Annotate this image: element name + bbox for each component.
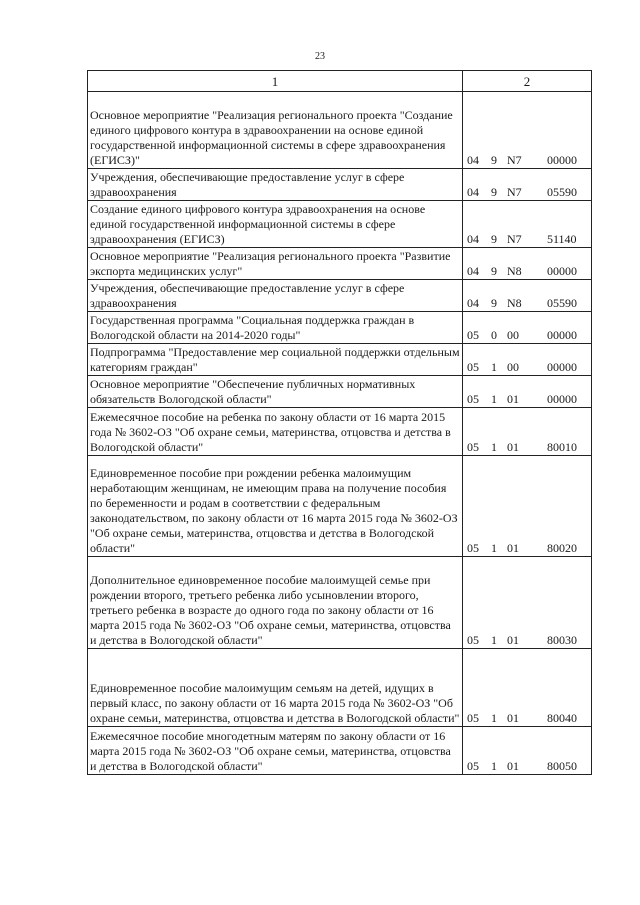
code-subprogram: 1 [491, 759, 497, 773]
code-event: N8 [507, 264, 522, 278]
code-event: 01 [507, 759, 519, 773]
row-code-cell [463, 344, 592, 376]
table-row [88, 376, 592, 408]
code-section: 05 [467, 328, 479, 342]
table-row [88, 408, 592, 456]
row-name-cell: Основное мероприятие "Реализация регионального проекта "Развитие экспорта медицинских услуг" [88, 248, 463, 280]
row-name-cell: Государственная программа "Социальная поддержка граждан в Вологодской области на 2014-2020 годы" [88, 312, 463, 344]
table-row [88, 280, 592, 312]
row-code-cell [463, 92, 592, 169]
row-name-cell: Ежемесячное пособие на ребенка по закону области от 16 марта 2015 года № 3602-ОЗ "Об охране семьи, материнства, отцовства и детства в Вологодской области" [88, 408, 463, 456]
code-direction: 05590 [547, 185, 577, 199]
code-event: 01 [507, 392, 519, 406]
table-row [88, 649, 592, 727]
code-direction: 05590 [547, 296, 577, 310]
table-row [88, 312, 592, 344]
code-section: 04 [467, 296, 479, 310]
row-code-cell [463, 280, 592, 312]
row-name-cell: Единовременное пособие при рождении ребенка малоимущим неработающим женщинам, не имеющим права на получение пособия по беременности и родам в соответствии с федеральным законодательством, по закону области от 16 марта 2015 года № 3602-ОЗ "Об охране семьи, материнства, отцовства и детства в Вологодской области" [88, 456, 463, 557]
row-code-cell [463, 169, 592, 201]
code-direction: 80030 [547, 633, 577, 647]
code-direction: 80050 [547, 759, 577, 773]
code-event: N8 [507, 296, 522, 310]
code-event: N7 [507, 232, 522, 246]
code-event: 00 [507, 328, 519, 342]
code-direction: 00000 [547, 264, 577, 278]
code-direction: 00000 [547, 153, 577, 167]
row-code-cell [463, 649, 592, 727]
code-subprogram: 1 [491, 360, 497, 374]
code-direction: 00000 [547, 360, 577, 374]
table-row [88, 201, 592, 248]
code-subprogram: 1 [491, 440, 497, 454]
row-code-cell [463, 312, 592, 344]
row-name-cell: Создание единого цифрового контура здравоохранения на основе единой государственной информационной системы в сфере здравоохранения (ЕГИСЗ) [88, 201, 463, 248]
code-section: 05 [467, 440, 479, 454]
code-subprogram: 1 [491, 392, 497, 406]
column-header-name: 1 [88, 71, 463, 92]
code-event: 00 [507, 360, 519, 374]
row-name-cell: Основное мероприятие "Реализация регионального проекта "Создание единого цифрового контура в здравоохранении на основе единой государственной информационной системы в сфере здравоохранения (ЕГИСЗ)" [88, 92, 463, 169]
code-section: 04 [467, 232, 479, 246]
code-event: 01 [507, 711, 519, 725]
code-section: 05 [467, 392, 479, 406]
code-subprogram: 1 [491, 541, 497, 555]
code-direction: 80010 [547, 440, 577, 454]
code-subprogram: 9 [491, 296, 497, 310]
code-section: 04 [467, 264, 479, 278]
code-event: N7 [507, 153, 522, 167]
code-subprogram: 1 [491, 711, 497, 725]
row-name-cell: Учреждения, обеспечивающие предоставление услуг в сфере здравоохранения [88, 169, 463, 201]
code-section: 05 [467, 633, 479, 647]
page-number: 23 [315, 51, 325, 62]
code-subprogram: 9 [491, 185, 497, 199]
code-subprogram: 9 [491, 264, 497, 278]
table-row [88, 248, 592, 280]
code-direction: 00000 [547, 328, 577, 342]
row-name-cell: Подпрограмма "Предоставление мер социальной поддержки отдельным категориям граждан" [88, 344, 463, 376]
code-subprogram: 9 [491, 232, 497, 246]
row-name-cell: Основное мероприятие "Обеспечение публичных нормативных обязательств Вологодской области" [88, 376, 463, 408]
code-section: 05 [467, 759, 479, 773]
code-section: 05 [467, 541, 479, 555]
table-row [88, 344, 592, 376]
row-code-cell [463, 727, 592, 775]
row-code-cell [463, 557, 592, 649]
row-code-cell [463, 456, 592, 557]
budget-classification-table [87, 70, 592, 775]
code-subprogram: 1 [491, 633, 497, 647]
table-row [88, 169, 592, 201]
table-row [88, 456, 592, 557]
code-direction: 80040 [547, 711, 577, 725]
code-subprogram: 9 [491, 153, 497, 167]
row-code-cell [463, 376, 592, 408]
row-name-cell: Единовременное пособие малоимущим семьям на детей, идущих в первый класс, по закону области от 16 марта 2015 года № 3602-ОЗ "Об охране семьи, материнства, отцовства и детства в Вологодской области" [88, 649, 463, 727]
code-direction: 51140 [547, 232, 577, 246]
code-subprogram: 0 [491, 328, 497, 342]
table-row [88, 727, 592, 775]
row-name-cell: Ежемесячное пособие многодетным матерям по закону области от 16 марта 2015 года № 3602-ОЗ "Об охране семьи, материнства, отцовства и детства в Вологодской области" [88, 727, 463, 775]
code-section: 04 [467, 153, 479, 167]
row-code-cell [463, 408, 592, 456]
row-code-cell [463, 201, 592, 248]
code-direction: 80020 [547, 541, 577, 555]
table-header-row [88, 71, 592, 92]
table-row [88, 557, 592, 649]
code-event: 01 [507, 633, 519, 647]
code-event: 01 [507, 440, 519, 454]
row-name-cell: Дополнительное единовременное пособие малоимущей семье при рождении второго, третьего ребенка либо усыновлении второго, третьего ребенка в возрасте до одного года по закону области от 16 марта 2015 года № 3602-ОЗ "Об охране семьи, материнства, отцовства и детства в Вологодской области" [88, 557, 463, 649]
table-row [88, 92, 592, 169]
code-event: N7 [507, 185, 522, 199]
code-section: 05 [467, 360, 479, 374]
code-section: 04 [467, 185, 479, 199]
column-header-code: 2 [463, 71, 592, 92]
code-direction: 00000 [547, 392, 577, 406]
row-name-cell: Учреждения, обеспечивающие предоставление услуг в сфере здравоохранения [88, 280, 463, 312]
code-section: 05 [467, 711, 479, 725]
row-code-cell [463, 248, 592, 280]
code-event: 01 [507, 541, 519, 555]
